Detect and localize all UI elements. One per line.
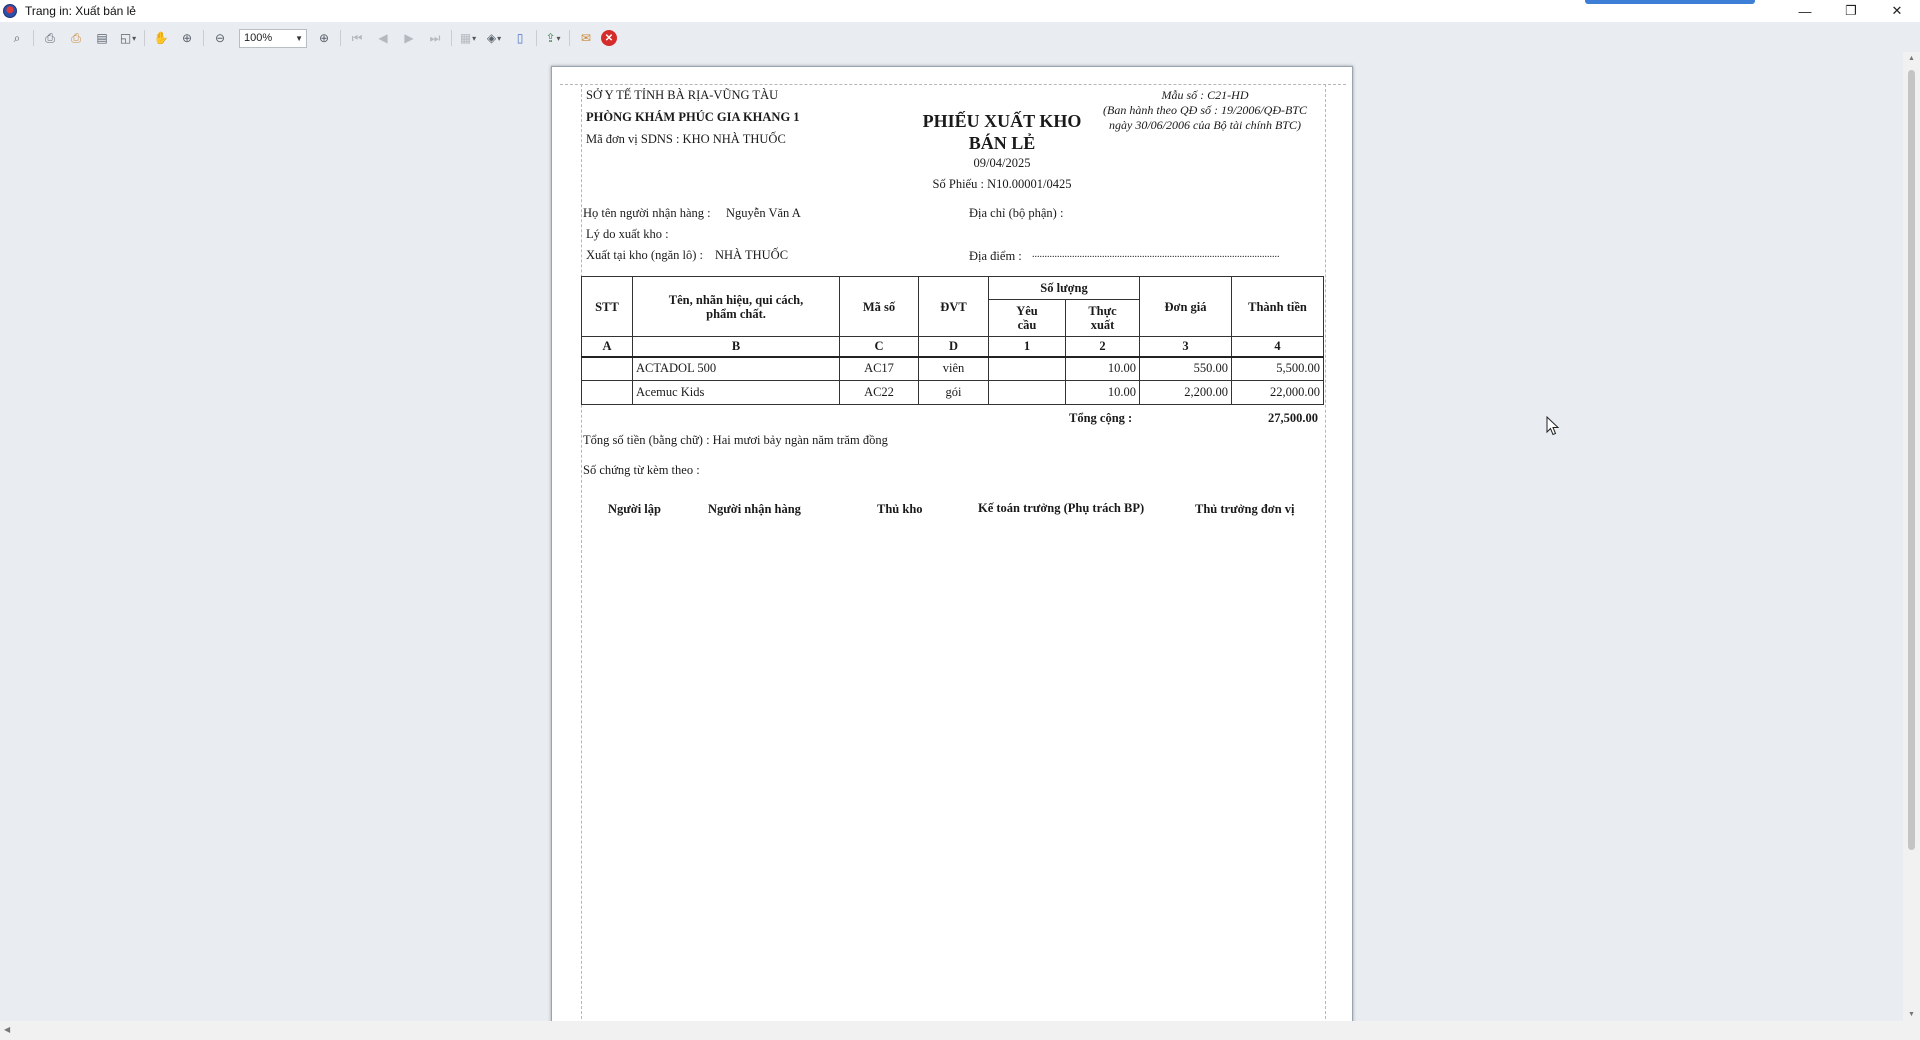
- warehouse-label: Xuất tại kho (ngăn lô) :: [586, 248, 703, 262]
- cell-price: 2,200.00: [1140, 381, 1232, 405]
- letter-cell: 4: [1232, 337, 1324, 357]
- total-in-words: Tổng số tiền (bằng chữ) : Hai mươi bảy ngàn năm trăm đồng: [583, 433, 888, 447]
- location-label: Địa điểm :: [969, 249, 1022, 263]
- signature-preparer: Người lập: [608, 502, 661, 516]
- app-icon: [3, 4, 17, 18]
- last-page-icon[interactable]: ⏭: [429, 30, 441, 45]
- scroll-up-icon[interactable]: ▲: [1908, 55, 1915, 62]
- page-setup-icon[interactable]: ▤: [96, 31, 108, 45]
- close-window-button[interactable]: ✕: [1891, 3, 1903, 18]
- title-bar: [0, 0, 1920, 22]
- zoom-select[interactable]: [239, 29, 307, 48]
- letter-cell: 1: [989, 337, 1066, 357]
- signature-receiver: Người nhận hàng: [708, 502, 801, 516]
- document-subtitle: BÁN LẺ: [968, 133, 1036, 153]
- org-line-2: PHÒNG KHÁM PHÚC GIA KHANG 1: [586, 110, 800, 124]
- column-header-amount: Thành tiền: [1232, 277, 1324, 337]
- window-controls: [1782, 0, 1920, 22]
- zoom-out-icon[interactable]: ⊖: [214, 31, 226, 45]
- receiver-value: Nguyễn Văn A: [726, 206, 801, 220]
- toolbar-separator: [33, 30, 34, 46]
- signature-unit-head: Thủ trưởng đơn vị: [1195, 502, 1295, 516]
- attached-documents: Số chứng từ kèm theo :: [583, 463, 700, 477]
- table-row: [582, 357, 1324, 381]
- next-page-icon[interactable]: ▶: [404, 31, 414, 45]
- hand-tool-icon[interactable]: ✋: [153, 31, 169, 45]
- vertical-scrollbar[interactable]: [1903, 52, 1920, 1021]
- cell-unit: gói: [919, 381, 989, 405]
- column-header-price: Đơn giá: [1140, 277, 1232, 337]
- cell-stt: [582, 357, 633, 381]
- document-date: 09/04/2025: [973, 156, 1031, 170]
- cell-name: Acemuc Kids: [633, 381, 840, 405]
- document-page: [551, 66, 1353, 1026]
- horizontal-scrollbar[interactable]: [0, 1021, 1920, 1040]
- column-header-requested: Yêu cầu: [989, 299, 1066, 336]
- scale-icon[interactable]: ◱ ▾: [117, 27, 139, 49]
- cell-price: 550.00: [1140, 357, 1232, 381]
- items-table: [581, 276, 1324, 405]
- column-header-actual: Thực xuất: [1066, 299, 1140, 336]
- letter-cell: C: [840, 337, 919, 357]
- taskbar-highlight: [1585, 0, 1755, 4]
- toolbar-separator: [569, 30, 570, 46]
- letter-cell: A: [582, 337, 633, 357]
- multiple-pages-icon[interactable]: ▦ ▾: [457, 27, 479, 49]
- scroll-down-icon[interactable]: ▼: [1908, 1011, 1915, 1018]
- margin-guide: [581, 84, 582, 1029]
- table-header-row: [582, 277, 1324, 300]
- cell-qty-requested: [989, 357, 1066, 381]
- column-header-unit: ĐVT: [919, 277, 989, 337]
- quick-print-icon[interactable]: ⎙: [71, 30, 81, 45]
- margin-guide: [560, 84, 1346, 85]
- letter-cell: 3: [1140, 337, 1232, 357]
- previous-page-icon[interactable]: ◀: [378, 31, 388, 45]
- page-color-icon[interactable]: ◈ ▾: [483, 27, 505, 49]
- first-page-icon[interactable]: ⏮: [351, 30, 363, 45]
- zoom-in-icon[interactable]: ⊕: [318, 31, 330, 45]
- table-letter-row: [582, 337, 1324, 357]
- toolbar-separator: [203, 30, 204, 46]
- toolbar-separator: [451, 30, 452, 46]
- zoom-value: 100%: [244, 32, 273, 44]
- mouse-cursor-icon: [1546, 416, 1560, 436]
- column-header-name: Tên, nhãn hiệu, qui cách, phẩm chất.: [633, 277, 840, 337]
- cell-qty-requested: [989, 381, 1066, 405]
- cell-unit: viên: [919, 357, 989, 381]
- warehouse-value: NHÀ THUỐC: [715, 248, 789, 262]
- cell-name: ACTADOL 500: [633, 357, 840, 381]
- export-icon[interactable]: ⇪ ▾: [542, 27, 564, 49]
- send-email-icon[interactable]: ✉: [580, 31, 592, 45]
- toolbar-separator: [340, 30, 341, 46]
- cell-qty-actual: 10.00: [1066, 357, 1140, 381]
- cell-code: AC17: [840, 357, 919, 381]
- letter-cell: D: [919, 337, 989, 357]
- restore-button[interactable]: ❐: [1845, 3, 1857, 18]
- location-dots: ...................................................................................................: [1032, 249, 1280, 260]
- letter-cell: 2: [1066, 337, 1140, 357]
- scroll-left-icon[interactable]: ◀: [4, 1025, 11, 1034]
- toolbar-separator: [144, 30, 145, 46]
- form-note-1: (Ban hành theo QĐ số : 19/2006/QĐ-BTC: [1103, 103, 1307, 117]
- cell-amount: 22,000.00: [1232, 381, 1324, 405]
- cell-amount: 5,500.00: [1232, 357, 1324, 381]
- scrollbar-thumb[interactable]: [1908, 70, 1915, 850]
- reason-label: Lý do xuất kho :: [586, 227, 669, 241]
- column-header-stt: STT: [582, 277, 633, 337]
- toolbar-separator: [536, 30, 537, 46]
- voucher-number: Số Phiếu : N10.00001/0425: [932, 177, 1072, 191]
- total-value: 27,500.00: [1268, 411, 1318, 425]
- column-header-code: Mã số: [840, 277, 919, 337]
- total-label: Tổng cộng :: [1069, 411, 1133, 425]
- signature-storekeeper: Thủ kho: [877, 502, 923, 516]
- receiver-label: Họ tên người nhận hàng :: [583, 206, 711, 220]
- minimize-button[interactable]: —: [1798, 3, 1812, 19]
- form-number: Mẫu số : C21-HD: [1161, 88, 1249, 102]
- chevron-down-icon: ▼: [295, 33, 303, 43]
- org-line-1: SỞ Y TẾ TỈNH BÀ RỊA-VŨNG TÀU: [586, 88, 779, 102]
- watermark-icon[interactable]: ▯: [516, 31, 524, 45]
- close-preview-icon[interactable]: ✕: [601, 30, 617, 46]
- window-title: Trang in: Xuất bán lẻ: [25, 4, 136, 18]
- print-icon[interactable]: ⎙: [45, 30, 55, 45]
- document-title: PHIẾU XUẤT KHO: [922, 111, 1082, 131]
- margin-guide: [1325, 84, 1326, 1029]
- signature-chief-accountant: Kế toán trưởng (Phụ trách BP): [978, 501, 1145, 515]
- table-row: [582, 381, 1324, 405]
- org-line-3: Mã đơn vị SDNS : KHO NHÀ THUỐC: [586, 132, 786, 146]
- column-header-quantity: Số lượng: [989, 277, 1140, 300]
- find-binoculars-icon[interactable]: ⌕: [13, 30, 21, 45]
- cell-stt: [582, 381, 633, 405]
- form-note-2: ngày 30/06/2006 của Bộ tài chính BTC): [1109, 118, 1301, 132]
- magnifier-icon[interactable]: ⊕: [181, 31, 193, 45]
- letter-cell: B: [633, 337, 840, 357]
- preview-toolbar: [0, 26, 1920, 50]
- address-label: Địa chỉ (bộ phận) :: [969, 206, 1064, 220]
- cell-code: AC22: [840, 381, 919, 405]
- cell-qty-actual: 10.00: [1066, 381, 1140, 405]
